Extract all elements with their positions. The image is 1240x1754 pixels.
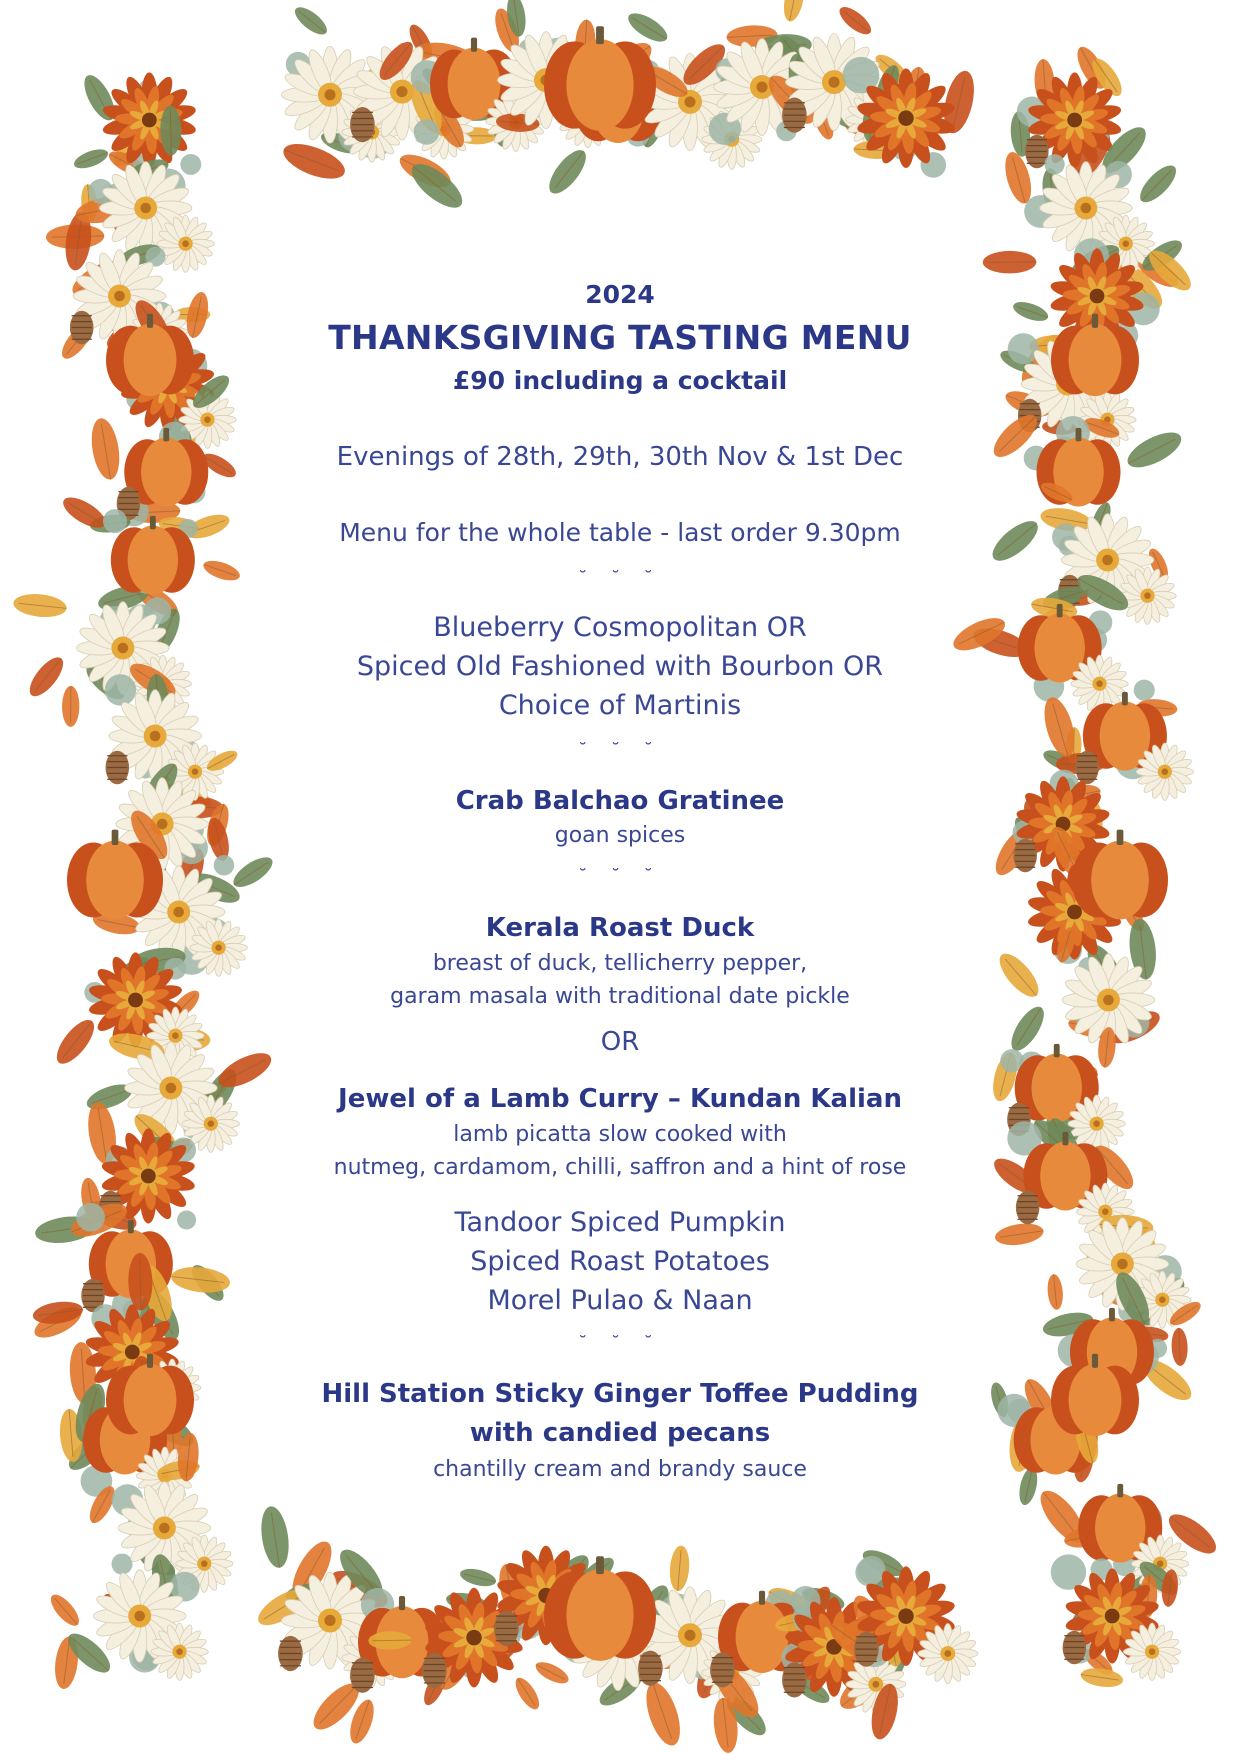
separator: ˘ ˘ ˘ [578,568,662,589]
side-dish: Morel Pulao & Naan [487,1285,753,1316]
separator: ˘ ˘ ˘ [578,866,662,887]
eucalyptus-leaf [177,1210,196,1229]
pinecone [1063,1631,1087,1665]
eucalyptus-leaf [1134,680,1155,701]
dessert-name: with candied pecans [469,1418,771,1448]
autumn-leaf [72,146,111,173]
eucalyptus-leaf [1051,1554,1086,1589]
autumn-leaf [994,1221,1045,1248]
autumn-leaf [983,251,1037,274]
pinecone [70,311,94,345]
daisy-flower [157,215,214,272]
autumn-leaf [229,852,277,893]
menu-content [300,0,940,1754]
autumn-leaf [1122,425,1186,474]
menu-table-note: Menu for the whole table - last order 9.30pm [339,518,901,547]
separator: ˘ ˘ ˘ [578,1333,662,1354]
main-1-name: Kerala Roast Duck [485,913,755,943]
dessert-desc: chantilly cream and brandy sauce [433,1457,807,1482]
pinecone [1013,839,1037,873]
autumn-leaf [1171,1328,1189,1367]
main-1-desc: garam masala with traditional date pickle [390,984,850,1009]
autumn-leaf [258,1504,293,1569]
daisy-flower [151,1623,208,1680]
eucalyptus-leaf [180,154,201,175]
autumn-leaf [46,1590,84,1630]
side-dish: Tandoor Spiced Pumpkin [454,1207,786,1238]
separator: ˘ ˘ ˘ [578,740,662,761]
daisy-flower [1123,1623,1180,1680]
menu-evenings: Evenings of 28th, 29th, 30th Nov & 1st Dec [336,442,904,472]
main-1-desc: breast of duck, tellicherry pepper, [432,951,808,976]
eucalyptus-leaf [103,509,127,533]
eucalyptus-leaf [1044,154,1064,174]
autumn-leaf [24,652,69,701]
autumn-leaf [62,686,80,727]
side-dish: Spiced Roast Potatoes [470,1246,770,1277]
eucalyptus-leaf [112,1553,133,1574]
cocktail-option: Spiced Old Fashioned with Bourbon OR [356,651,884,682]
autumn-leaf [986,514,1044,567]
autumn-leaf [1046,1274,1064,1311]
main-2-desc: lamb picatta slow cooked with [453,1122,787,1147]
autumn-leaf [201,557,242,585]
autumn-leaf [12,592,67,620]
autumn-leaf [31,1299,84,1327]
starter-name: Crab Balchao Gratinee [455,786,785,816]
autumn-leaf [50,1014,100,1069]
eucalyptus-leaf [105,674,136,705]
main-2-desc: nutmeg, cardamom, chilli, saffron and a hint of rose [333,1155,907,1180]
daisy-flower [190,919,247,976]
starter-desc: goan spices [554,823,686,848]
pinecone [106,751,130,785]
menu-price: £90 including a cocktail [452,366,788,395]
daisy-flower [1119,567,1176,624]
menu-title: THANKSGIVING TASTING MENU [328,318,912,357]
eucalyptus-leaf [1008,333,1039,364]
daisy-flower [1136,743,1193,800]
autumn-leaf [1134,160,1181,208]
cocktail-option: Blueberry Cosmopolitan OR [433,612,807,643]
autumn-leaf [1080,1666,1125,1690]
autumn-leaf [1005,1002,1050,1056]
autumn-leaf [1011,298,1051,325]
dessert-name: Hill Station Sticky Ginger Toffee Pudding [321,1379,919,1409]
or-label: OR [600,1027,640,1057]
autumn-leaf [993,948,1045,1003]
menu-year: 2024 [585,280,655,309]
pinecone [1075,751,1099,785]
eucalyptus-leaf [76,1203,105,1232]
eucalyptus-leaf [214,855,235,876]
cocktail-option: Choice of Martinis [498,690,742,721]
autumn-leaf [88,416,124,481]
main-2-name: Jewel of a Lamb Curry – Kundan Kalian [338,1084,902,1114]
pinecone [1016,1191,1040,1225]
